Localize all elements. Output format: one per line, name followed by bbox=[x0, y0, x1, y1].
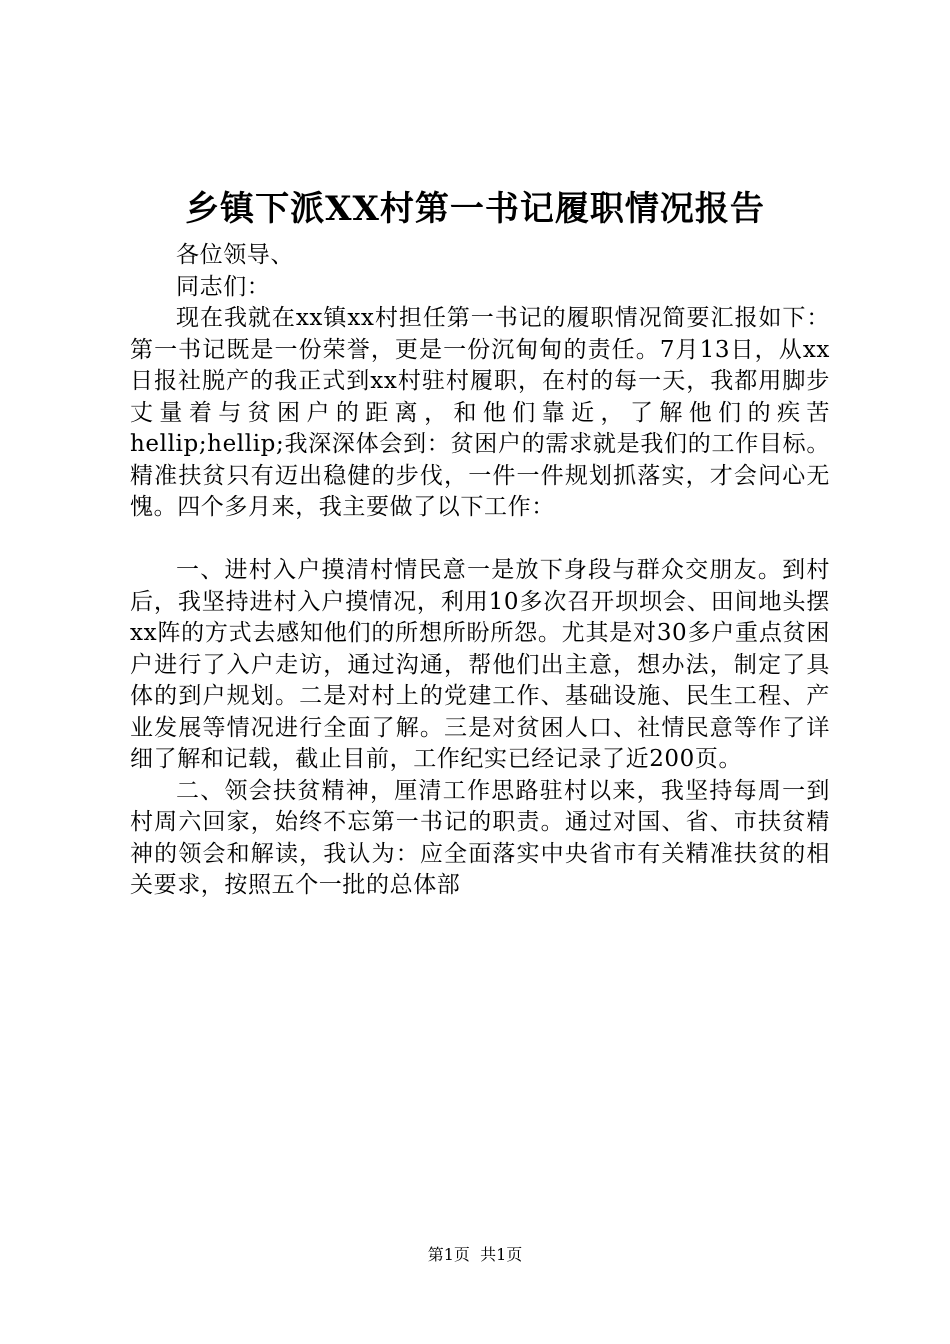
paragraph-gap bbox=[130, 524, 830, 556]
paragraph-section-1: 一、进村入户摸清村情民意一是放下身段与群众交朋友。到村后，我坚持进村入户摸情况，利用10多次召开坝坝会、田间地头摆xx阵的方式去感知他们的所想所盼所怨。尤其是对30多户重点贫困户进行了入户走访，通过沟通，帮他们出主意，想办法，制定了具体的到户规划。二是对村上的党建工作、基础设施、民生工程、产业发展等情况进行全面了解。三是对贫困人口、社情民意等作了详细了解和记载，截止目前，工作纪实已经记录了近200页。 bbox=[130, 557, 830, 772]
document-body bbox=[130, 240, 830, 902]
salutation-line-1: 各位领导、 bbox=[176, 242, 294, 268]
document-title: 乡镇下派XX村第一书记履职情况报告 bbox=[185, 189, 765, 229]
paragraph-intro: 现在我就在xx镇xx村担任第一书记的履职情况简要汇报如下：第一书记既是一份荣誉，更是一份沉甸甸的责任。7月13日，从xx日报社脱产的我正式到xx村驻村履职，在村的每一天，我都用脚步丈量着与贫困户的距离，和他们靠近，了解他们的疾苦hellip;hellip;我深深体会到：贫困户的需求就是我们的工作目标。精准扶贫只有迈出稳健的步伐，一件一件规划抓落实，才会问心无愧。四个多月来，我主要做了以下工作： bbox=[130, 305, 830, 520]
paragraph-section-2: 二、领会扶贫精神，厘清工作思路驻村以来，我坚持每周一到村周六回家，始终不忘第一书记的职责。通过对国、省、市扶贫精神的领会和解读，我认为：应全面落实中央省市有关精准扶贫的相关要求，按照五个一批的总体部 bbox=[130, 777, 830, 898]
page-footer: 第1页 共1页 bbox=[427, 1245, 523, 1264]
salutation-line-2: 同志们： bbox=[176, 273, 271, 300]
